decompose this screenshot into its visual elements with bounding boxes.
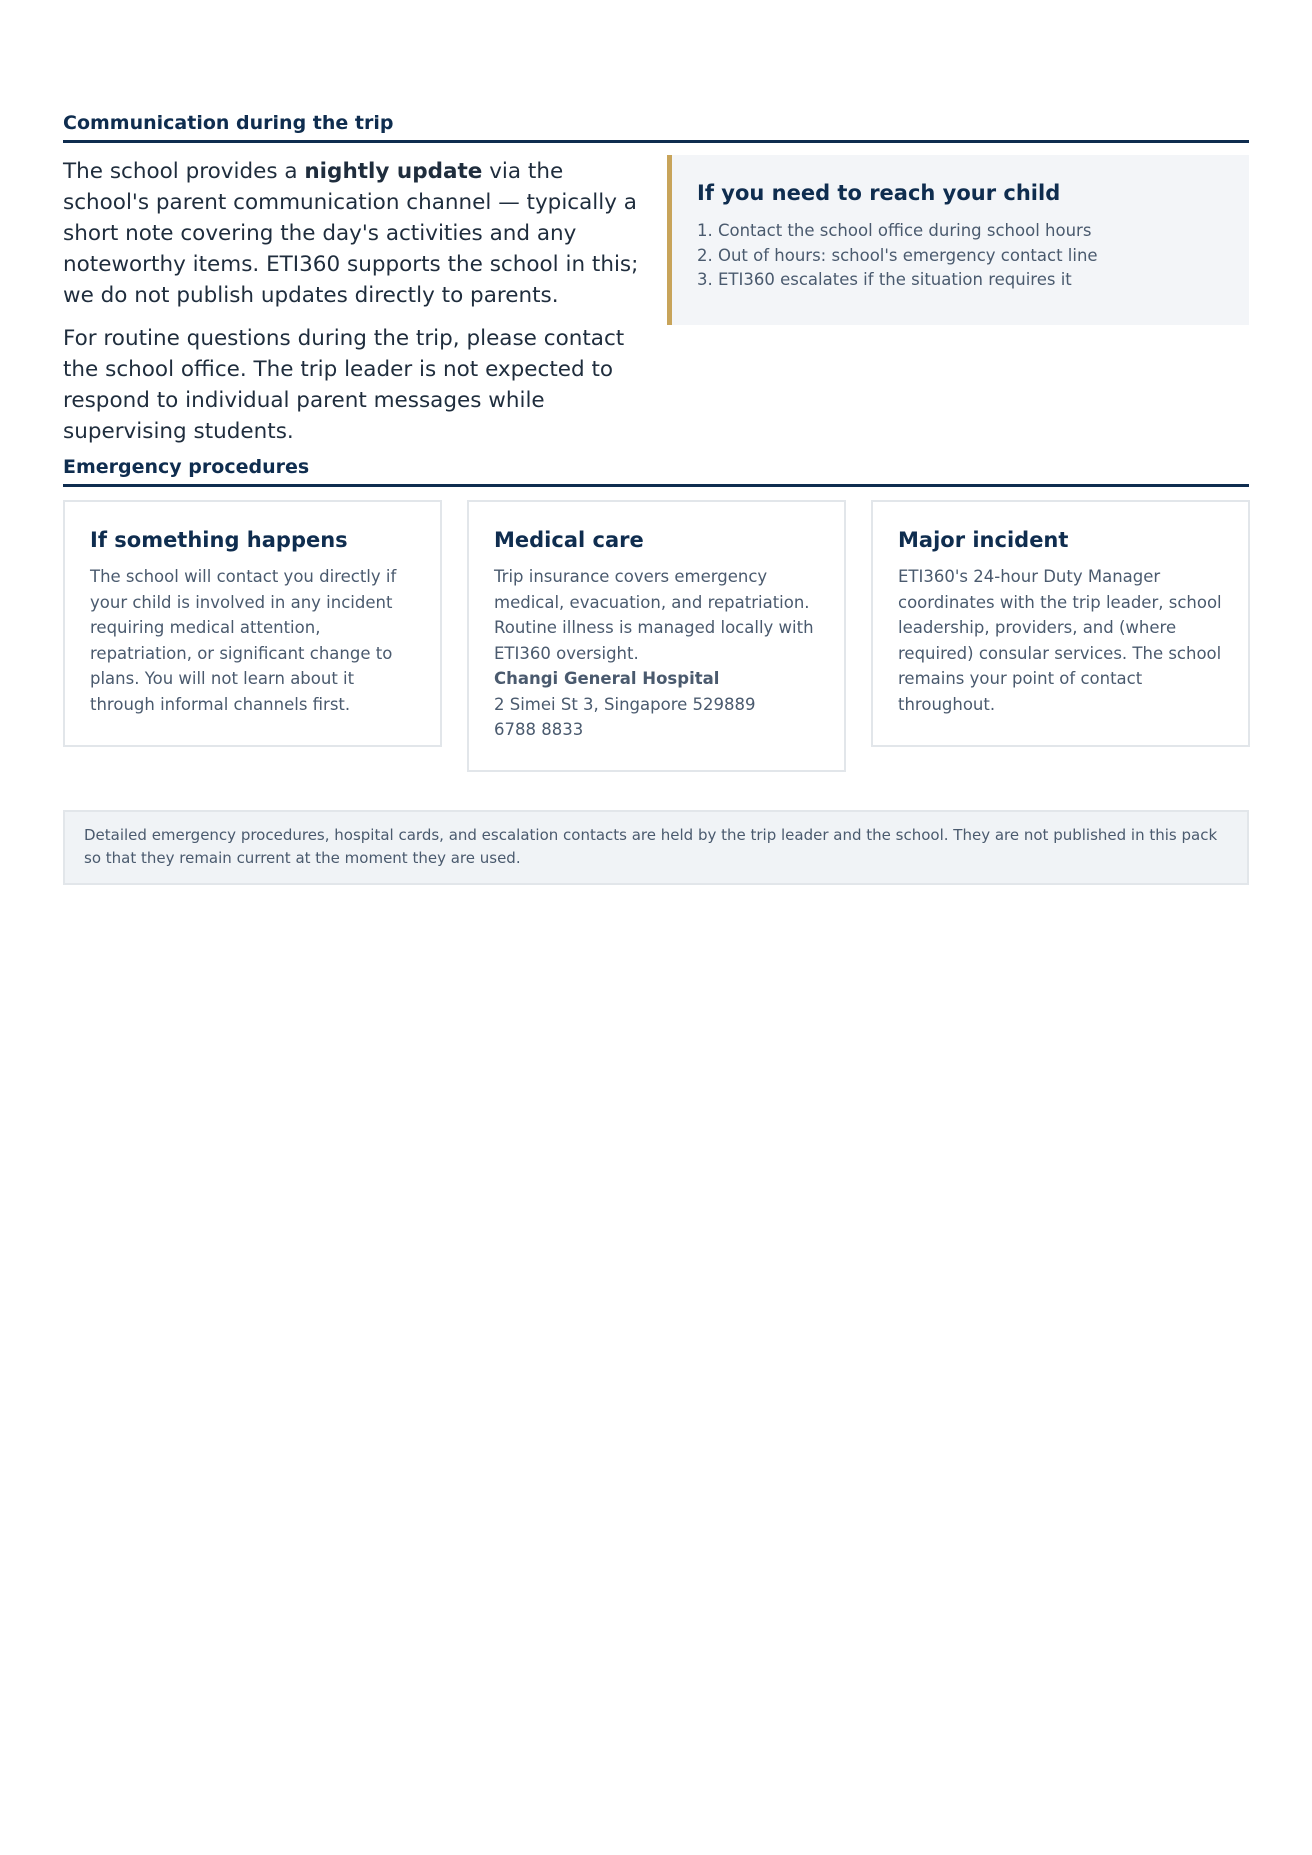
paragraph-text: via the school's parent communication channel — typically a short note covering the day's activities and any noteworthy items. ETI360 supports the school in this; we do not publish updates directly to parents. <box>63 159 639 308</box>
contact-step: 1. Contact the school office during school hours <box>697 221 1092 240</box>
routine-questions-paragraph: For routine questions during the trip, please contact the school office. The trip leader is not expected to respond to individual parent messages while supervising students. <box>63 326 625 444</box>
card-body: The school will contact you directly if your child is involved in any incident requiring medical attention, repatriation, or significant change to plans. You will not learn about it through informal channels first. <box>90 567 397 714</box>
hospital-phone: 6788 8833 <box>494 720 584 739</box>
emergency-procedures-note: Detailed emergency procedures, hospital cards, and escalation contacts are held by the trip leader and the school. They are not published in this pack so that they remain current at the moment they are used. <box>63 810 1249 885</box>
nightly-update-emphasis: nightly update <box>304 159 483 184</box>
medical-care-text: Trip insurance covers emergency medical, evacuation, and repatriation. Routine illness is managed locally with ETI360 oversight. <box>494 567 814 663</box>
medical-care-card <box>467 500 846 772</box>
communication-intro <box>63 156 648 459</box>
paragraph-text: The school provides a <box>63 159 305 184</box>
nightly-update-paragraph <box>63 156 648 311</box>
callout-title: If you need to reach your child <box>697 181 1061 205</box>
communication-section-title: Communication during the trip <box>63 112 394 134</box>
emergency-section-header <box>63 456 1249 487</box>
contact-steps-list <box>697 219 1225 293</box>
card-title: Major incident <box>898 528 1069 552</box>
card-body: ETI360's 24-hour Duty Manager coordinates with the trip leader, school leadership, providers, and (where required) consular services. The school remains your point of contact throughout. <box>898 567 1222 714</box>
hospital-name: Changi General Hospital <box>494 669 720 688</box>
contact-step: 2. Out of hours: school's emergency contact line <box>697 245 1098 265</box>
hospital-address: 2 Simei St 3, Singapore 529889 <box>494 694 756 714</box>
card-title: Medical care <box>494 528 644 552</box>
reach-your-child-callout <box>667 155 1249 325</box>
contact-step: 3. ETI360 escalates if the situation requires it <box>697 270 1072 289</box>
card-title: If something happens <box>90 528 348 552</box>
communication-section-header <box>63 112 1249 143</box>
card-body <box>494 564 820 743</box>
emergency-section-title: Emergency procedures <box>63 456 310 478</box>
major-incident-card <box>871 500 1250 747</box>
if-something-happens-card <box>63 500 442 747</box>
